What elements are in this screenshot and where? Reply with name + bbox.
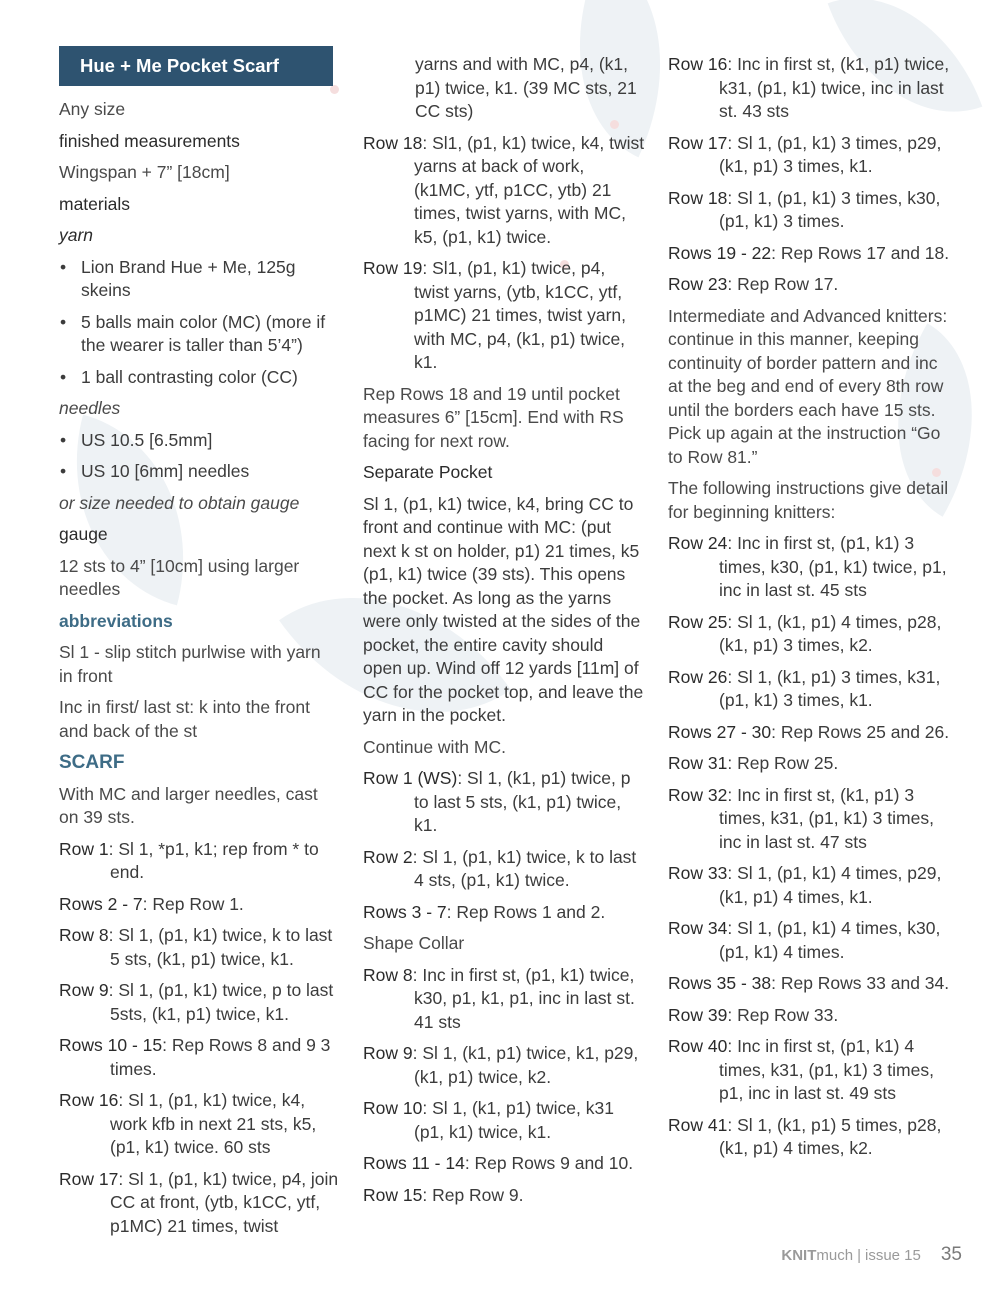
list-item: • 5 balls main color (MC) (more if the wearer is taller than 5’4”) [60,311,326,355]
repeat-paragraph: Rep Rows 18 and 19 until pocket measures 6” [15cm]. End with RS facing for next row. [363,383,624,451]
instruction-row: Row 1 (WS): Sl 1, (k1, p1) twice, p to last 5 sts, (k1, p1) twice, k1. [363,768,631,835]
instruction-row: Row 16: Sl 1, (p1, k1) twice, k4, work kfb in next 21 sts, k5, (p1, k1) twice. 60 sts [59,1090,317,1157]
instruction-row: Row 15: Rep Row 9. [363,1184,524,1205]
scarf-intro: With MC and larger needles, cast on 39 sts. [59,783,318,827]
list-item: • US 10 [6mm] needles [60,461,250,481]
scarf-rows [59,838,339,1239]
instruction-row: Row 18: Sl1, (p1, k1) twice, k4, twist yarns at back of work, (k1MC, ytf, p1CC, ytb) 21 times, twist yarns, with MC, k5, (p1, k1) twice. [363,132,645,247]
instruction-row: Row 8: Sl 1, (p1, k1) twice, k to last 5 sts, (k1, p1) twice, k1. [59,925,333,969]
shape-collar-heading: Shape Collar [363,933,465,953]
needles-note: or size needed to obtain gauge [59,492,300,513]
pattern-title: Hue + Me Pocket Scarf [59,46,333,86]
finished-measurements-heading: finished measurements [59,130,240,151]
abbreviation-sl1: Sl 1 - slip stitch purlwise with yarn in front [59,642,321,686]
yarn-list [59,256,339,390]
needles-heading: needles [59,398,121,418]
scarf-heading: SCARF [59,752,125,773]
instruction-row: Row 16: Inc in first st, (k1, p1) twice, k31, (p1, k1) twice, inc in last st. 43 sts [668,54,950,121]
separate-pocket-paragraph: Sl 1, (p1, k1) twice, k4, bring CC to front and continue with MC: (put next k st on holder, p1) 21 times, k5 (p1, k1) twice (39 sts). This opens the pocket. As long as the yarns were only twisted at the sides of the pocket, the entire cavity should open up. Wind off 12 yards [11m] of CC for the pocket top, and leave the yarn in the pocket. [363,493,644,725]
instruction-row: Row 33: Sl 1, (p1, k1) 4 times, p29, (k1, p1) 4 times, k1. [668,863,942,907]
materials-heading: materials [59,193,130,214]
instruction-row: Row 17: Sl 1, (p1, k1) twice, p4, join CC at front, (ytb, k1CC, ytf, p1MC) 21 times, twist [59,1168,339,1236]
column-3 [668,53,953,1169]
column-1 [59,46,339,1246]
instruction-row: Row 32: Inc in first st, (k1, p1) 3 times, k31, (p1, k1) 3 times, inc in last st. 47 sts [668,784,934,852]
abbreviations-heading: abbreviations [59,610,173,631]
column-2 [363,53,645,1215]
instruction-row: Row 24: Inc in first st, (p1, k1) 3 times, k30, (p1, k1) twice, p1, inc in last st. 45 sts [668,533,947,600]
instruction-row: Row 23: Rep Row 17. [668,274,839,294]
instruction-row: Row 19: Sl1, (p1, k1) twice, p4, twist yarns, (ytb, k1CC, ytf, p1MC) 21 times, twist yarn, with MC, p4, (k1, p1) twice, k1. [363,258,626,372]
instruction-row: Row 17: Sl 1, (p1, k1) 3 times, p29, (k1, p1) 3 times, k1. [668,132,942,176]
instruction-row: Rows 3 - 7: Rep Rows 1 and 2. [363,901,606,922]
gauge-heading: gauge [59,524,108,544]
size-text: Any size [59,99,126,119]
needles-list [59,429,339,484]
instruction-row: Row 31: Rep Row 25. [668,753,839,773]
instruction-row: Rows 19 - 22: Rep Rows 17 and 18. [668,242,950,263]
instruction-row: Row 41: Sl 1, (k1, p1) 5 times, p28, (k1, p1) 4 times, k2. [668,1114,942,1158]
row-17-continuation: yarns and with MC, p4, (k1, p1) twice, k1. (39 MC sts, 21 CC sts) [415,54,637,121]
instruction-row: Rows 2 - 7: Rep Row 1. [59,893,244,914]
instruction-row: Row 39: Rep Row 33. [668,1004,839,1025]
instruction-row: Row 9: Sl 1, (p1, k1) twice, p to last 5sts, (k1, p1) twice, k1. [59,980,334,1024]
instruction-row: Rows 27 - 30: Rep Rows 25 and 26. [668,721,950,742]
magazine-brand-light: much [816,1247,854,1264]
page-number: 35 [940,1244,962,1265]
instruction-row: Rows 11 - 14: Rep Rows 9 and 10. [363,1153,634,1173]
yarn-heading: yarn [59,225,94,245]
instruction-row: Row 1: Sl 1, *p1, k1; rep from * to end. [59,838,319,882]
instruction-row: Rows 10 - 15: Rep Rows 8 and 9 3 times. [59,1035,331,1079]
magazine-brand-bold: KNIT [781,1247,817,1264]
list-item: • Lion Brand Hue + Me, 125g skeins [60,256,296,300]
instruction-row: Rows 35 - 38: Rep Rows 33 and 34. [668,973,950,993]
instruction-row: Row 25: Sl 1, (k1, p1) 4 times, p28, (k1, p1) 3 times, k2. [668,611,942,655]
list-item: • 1 ball contrasting color (CC) [60,366,298,387]
instruction-row: Row 40: Inc in first st, (p1, k1) 4 times, k31, (p1, k1) 3 times, p1, inc in last st. 49 sts [668,1036,934,1103]
instruction-row: Row 26: Sl 1, (k1, p1) 3 times, k31, (p1, k1) 3 times, k1. [668,666,941,710]
beginner-intro: The following instructions give detail for beginning knitters: [668,478,949,522]
instruction-row: Row 9: Sl 1, (k1, p1) twice, k1, p29, (k1, p1) twice, k2. [363,1043,639,1087]
wingspan-text: Wingspan + 7” [18cm] [59,162,230,182]
instruction-row: Row 2: Sl 1, (p1, k1) twice, k to last 4 sts, (p1, k1) twice. [363,846,637,890]
list-item: • US 10.5 [6.5mm] [60,429,213,450]
abbreviation-inc: Inc in first/ last st: k into the front and back of the st [59,697,310,741]
continue-text: Continue with MC. [363,736,506,757]
instruction-row: Row 8: Inc in first st, (p1, k1) twice, k30, p1, k1, p1, inc in last st. 41 sts [363,964,635,1032]
instruction-row: Row 10: Sl 1, (k1, p1) twice, k31 (p1, k1) twice, k1. [363,1098,614,1142]
footer-separator: | [857,1247,861,1264]
intermediate-paragraph: Intermediate and Advanced knitters: continue in this manner, keeping continuity of border pattern and inc at the beg and end of every 8th row until the borders each have 15 sts. Pick up again at the instruction “Go to Row 81.” [668,305,948,467]
instruction-row: Row 18: Sl 1, (p1, k1) 3 times, k30, (p1, k1) 3 times. [668,187,941,231]
gauge-text: 12 sts to 4” [10cm] using larger needles [59,555,300,599]
page-footer [781,1244,962,1266]
separate-pocket-heading: Separate Pocket [363,462,493,482]
instruction-row: Row 34: Sl 1, (p1, k1) 4 times, k30, (p1, k1) 4 times. [668,918,941,962]
issue-label: issue 15 [864,1247,921,1264]
